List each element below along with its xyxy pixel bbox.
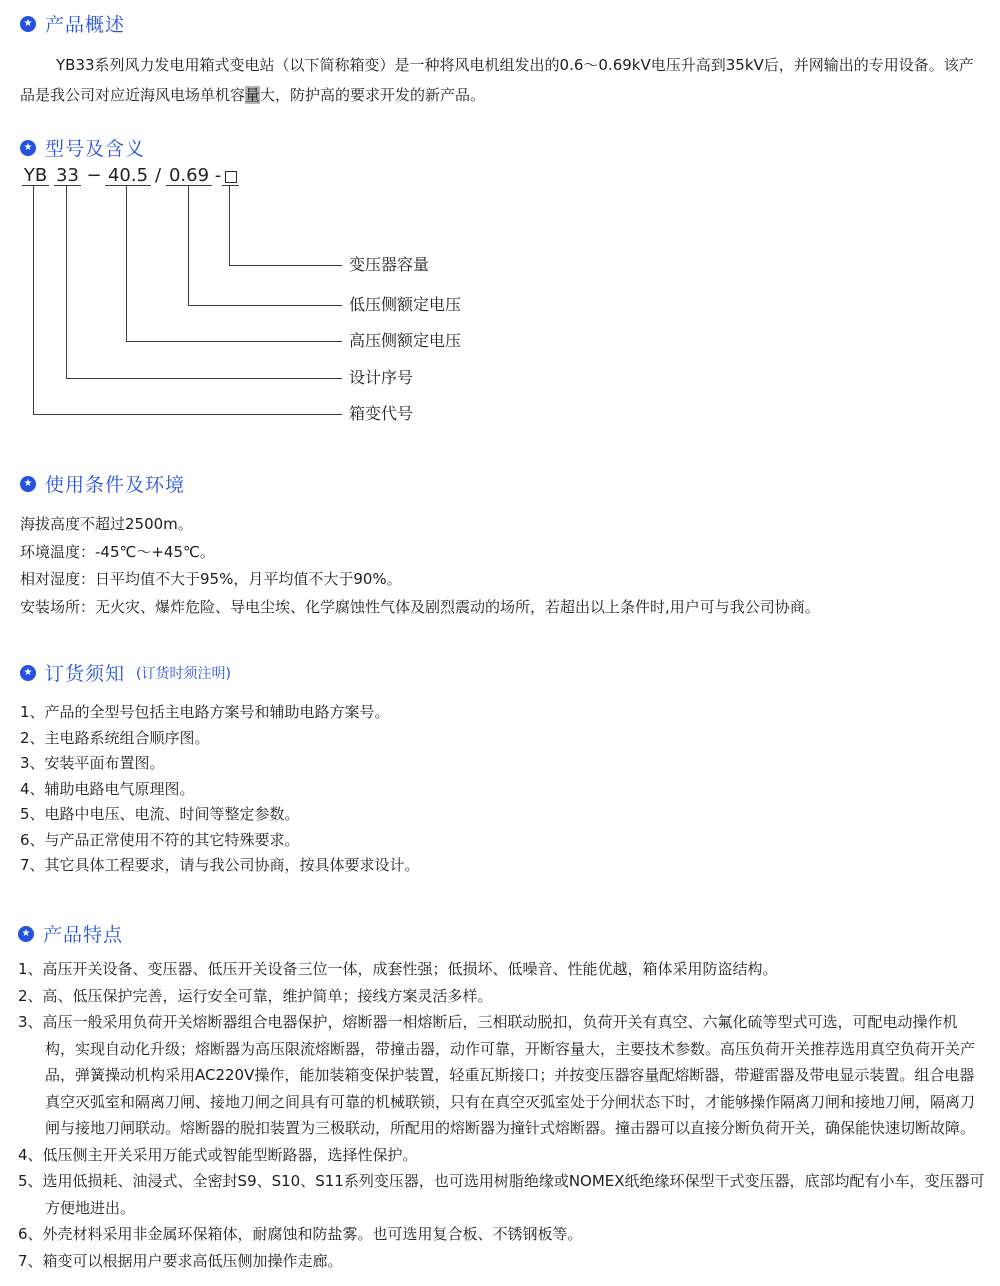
star-glyph: ★ (23, 18, 33, 29)
item-text: 电路中电压、电流、时间等整定参数。 (44, 805, 300, 823)
section-title-conditions: 使用条件及环境 (45, 474, 186, 496)
item-text: 选用低损耗、油浸式、全密封S9、S10、S11系列变压器，也可选用树脂绝缘或NOMEX纸绝缘环保型干式变压器，底部均配有小车，变压器可方便地进出。 (42, 1172, 985, 1217)
item-text: 低压侧主开关采用万能式或智能型断路器，选择性保护。 (42, 1145, 418, 1164)
diagram-label-transformer-capacity: 变压器容量 (349, 255, 430, 274)
list-item (20, 700, 983, 726)
list-item (18, 1168, 985, 1221)
item-number: 6、 (20, 830, 45, 849)
section-header-ordering (20, 659, 983, 686)
item-text: 与产品正常使用不符的其它特殊要求。 (44, 830, 300, 849)
overview-highlighted-char: 量 (245, 86, 261, 104)
star-circle-icon (20, 140, 36, 156)
item-number: 4、 (20, 779, 45, 798)
star-glyph: ★ (21, 928, 31, 939)
section-conditions (20, 470, 983, 621)
list-item (18, 983, 985, 1010)
star-glyph: ★ (23, 142, 33, 153)
item-number: 2、 (20, 728, 45, 747)
star-circle-icon (20, 16, 36, 32)
item-text: 高压开关设备、变压器、低压开关设备三位一体，成套性强；低损坏、低噪音、性能优越，箱体采用防盗结构。 (42, 960, 778, 978)
model-code-segment-yb: YB (23, 165, 48, 186)
item-number: 4、 (18, 1145, 43, 1164)
item-text: 外壳材料采用非金属环保箱体，耐腐蚀和防盐雾。也可选用复合板、不锈钢板等。 (42, 1225, 583, 1243)
overview-paragraph (20, 50, 983, 110)
section-overview (20, 10, 983, 110)
list-item (18, 1142, 985, 1169)
condition-temperature: 环境温度：-45℃～+45℃。 (20, 542, 215, 561)
model-code-separator-slash: / (154, 165, 162, 186)
section-header-features (18, 920, 985, 947)
connector-line-box-code (33, 186, 342, 415)
condition-altitude: 海拔高度不超过2500m。 (20, 515, 193, 533)
item-number: 3、 (20, 754, 45, 772)
overview-text-after: 大，防护高的要求开发的新产品。 (260, 86, 486, 104)
item-text: 高压一般采用负荷开关熔断器组合电器保护，熔断器一相熔断后，三相联动脱扣，负荷开关有真空、六氟化硫等型式可选，可配电动操作机构，实现自动化升级；熔断器为高压限流熔断器，带撞击器，动作可靠，开断容量大，主要技术参数。高压负荷开关推荐选用真空负荷开关产品，弹簧操动机构采用AC220V操作，能加装箱变保护装置，轻重瓦斯接口；并按变压器容量配熔断器，带避雷器及带电显示装置。组合电器真空灭弧室和隔离刀闸、接地刀闸之间具有可靠的机械联锁，只有在真空灭弧室处于分闸状态下时，才能够操作隔离刀闸和接地刀闸，隔离刀闸与接地刀闸联动。熔断器的脱扣装置为三极联动，所配用的熔断器为撞针式熔断器。撞击器可以直接分断负荷开关，确保能快速切断故障。 (42, 1013, 976, 1137)
item-text: 产品的全型号包括主电路方案号和辅助电路方案号。 (44, 703, 390, 721)
list-item (20, 777, 983, 803)
star-glyph: ★ (23, 667, 33, 678)
list-item (20, 751, 983, 777)
list-item (20, 802, 983, 828)
list-item (20, 726, 983, 752)
section-title-model: 型号及含义 (45, 138, 146, 160)
item-number: 1、 (20, 703, 45, 721)
section-header-conditions (20, 470, 983, 497)
star-glyph: ★ (23, 478, 33, 489)
section-features (18, 920, 985, 1274)
item-text: 箱变可以根据用户要求高低压侧加操作走廊。 (42, 1251, 343, 1270)
item-number: 3、 (18, 1013, 43, 1031)
item-number: 5、 (20, 805, 45, 823)
model-code-separator-hyphen: - (214, 165, 222, 186)
star-circle-icon (20, 665, 36, 681)
list-item (18, 1248, 985, 1275)
overview-text-before: YB33系列风力发电用箱式变电站（以下简称箱变）是一种将风电机组发出的0.6～0.69kV电压升高到35kV后，并网输出的专用设备。该产品是我公司对应近海风电场单机容 (20, 56, 974, 104)
item-text: 主电路系统组合顺序图。 (44, 728, 210, 747)
conditions-list (20, 511, 983, 621)
star-circle-icon (18, 926, 34, 942)
list-item (18, 1009, 985, 1142)
model-code-placeholder-box (225, 171, 237, 183)
section-ordering (20, 659, 983, 879)
item-text: 其它具体工程要求，请与我公司协商，按具体要求设计。 (44, 856, 420, 874)
item-number: 7、 (20, 856, 45, 874)
diagram-label-lv-voltage: 低压侧额定电压 (349, 295, 462, 314)
features-list (18, 956, 985, 1274)
diagram-label-design-serial: 设计序号 (349, 368, 414, 387)
ordering-list (20, 700, 983, 879)
item-number: 5、 (18, 1172, 43, 1190)
section-title-overview: 产品概述 (45, 14, 126, 36)
condition-humidity: 相对湿度：日平均值不大于95%，月平均值不大于90%。 (20, 570, 402, 588)
item-text: 辅助电路电气原理图。 (44, 779, 195, 798)
model-code-segment-33: 33 (54, 166, 81, 186)
item-number: 7、 (18, 1251, 43, 1270)
condition-location: 安装场所：无火灾、爆炸危险、导电尘埃、化学腐蚀性气体及剧烈震动的场所，若超出以上条件时,用户可与我公司协商。 (20, 597, 820, 616)
section-header-model (20, 134, 983, 161)
section-title-ordering: 订货须知 (45, 663, 126, 685)
star-circle-icon (20, 476, 36, 492)
list-item (20, 828, 983, 854)
model-code-segment-069: 0.69 (166, 166, 212, 186)
list-item (18, 1221, 985, 1248)
section-header-overview (20, 10, 983, 37)
diagram-label-hv-voltage: 高压侧额定电压 (349, 331, 462, 350)
list-item (20, 853, 983, 879)
section-model (20, 134, 983, 444)
item-text: 高、低压保护完善，运行安全可靠，维护简单；接线方案灵活多样。 (42, 986, 493, 1005)
diagram-label-box-code: 箱变代号 (349, 404, 414, 423)
section-title-features: 产品特点 (43, 924, 124, 946)
item-number: 1、 (18, 960, 43, 978)
section-title-note: (订货时须注明) (136, 665, 231, 682)
list-item (18, 956, 985, 983)
item-number: 2、 (18, 986, 43, 1005)
model-code-segment-405: 40.5 (105, 166, 151, 186)
item-number: 6、 (18, 1225, 43, 1243)
model-code-separator-dash: − (86, 165, 102, 186)
item-text: 安装平面布置图。 (44, 754, 165, 772)
